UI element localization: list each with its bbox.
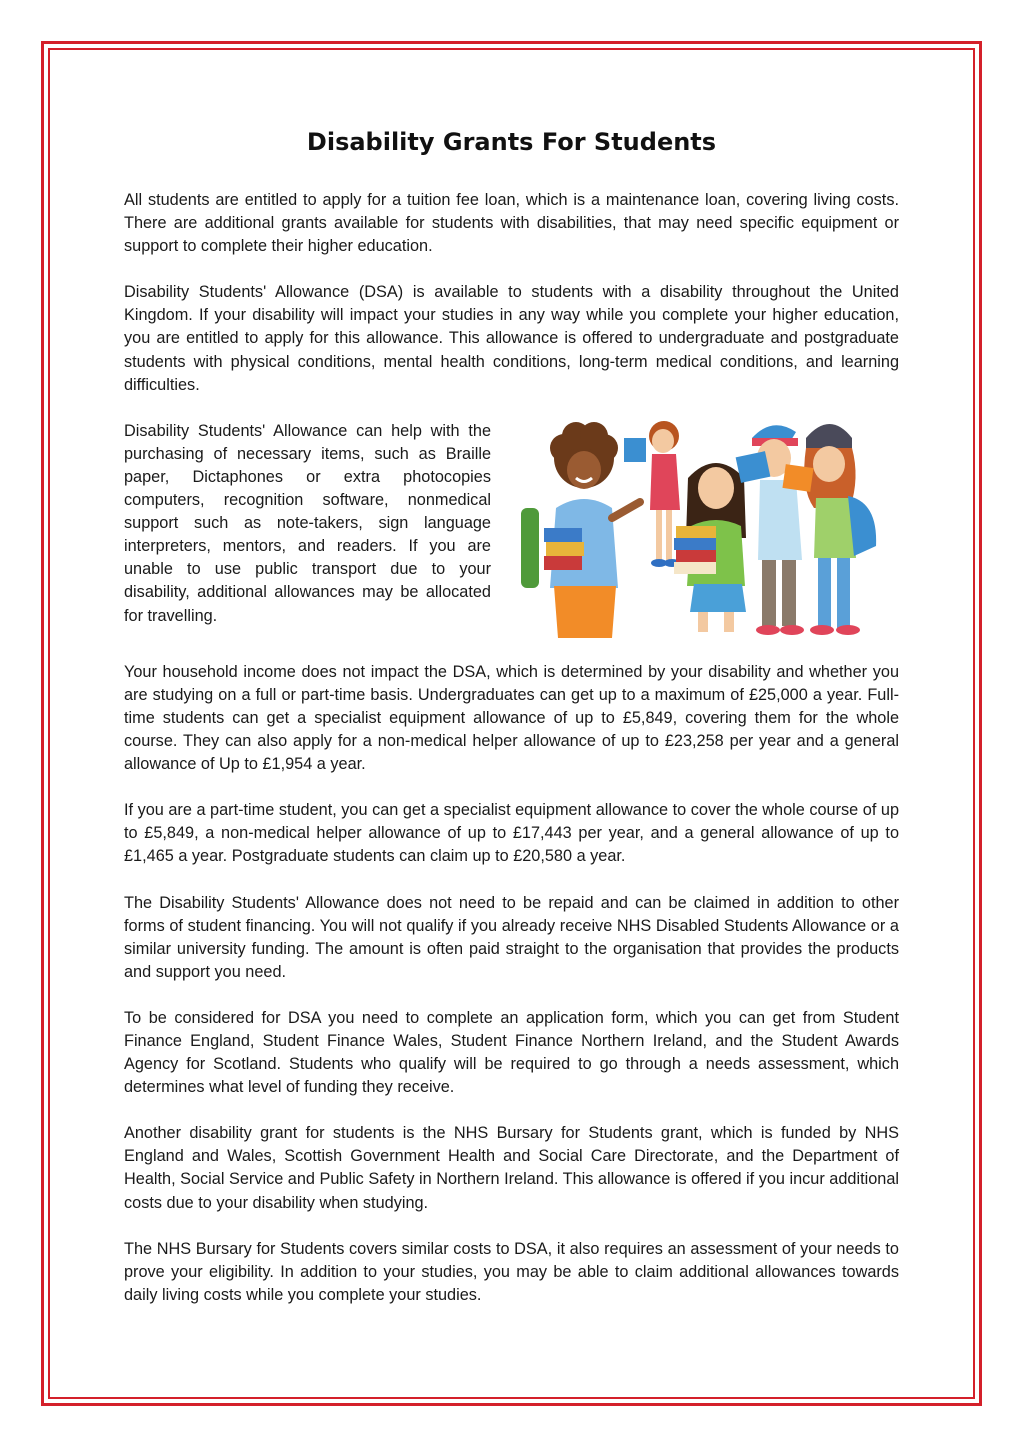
paragraph-intro: All students are entitled to apply for a tuition fee loan, which is a maintenance loan, covering living costs. There are additional grants available for students with disabilities, that may need specific equipment or support to complete their higher education. — [124, 191, 899, 256]
dsa-items-section — [124, 420, 899, 638]
student-girl-red-top — [624, 421, 680, 567]
page-title: Disability Grants For Students — [306, 128, 717, 156]
paragraph-nhs-costs: The NHS Bursary for Students covers similar costs to DSA, it also requires an assessment of your needs to prove your eligibility. In addition to your studies, you may be able to claim additional allowances towards daily living costs while you complete your studies. — [124, 1239, 899, 1304]
paragraph-dsa-items: Disability Students' Allowance can help with the purchasing of necessary items, such as Braille paper, Dictaphones or extra photocopies computers, recognition software, nonmedical support such as note-takers, sign language interpreters, mentors, and readers. If you are unable to use public transport due to your disability, additional allowances may be allocated for travelling. — [124, 421, 491, 625]
document-body — [124, 122, 899, 1330]
paragraph-part-time: If you are a part-time student, you can get a specialist equipment allowance to cover the whole course of up to £5,849, a non-medical helper allowance of up to £17,443 per year, and a general allowance of up to £1,465 a year. Postgraduate students can claim up to £20,580 a year. — [124, 801, 899, 866]
paragraph-application: To be considered for DSA you need to complete an application form, which you can get from Student Finance England, Student Finance Wales, Student Finance Northern Ireland, and the Student Awards Agency for Scotland. Students who qualify will be required to go through a needs assessment, which determines what level of funding they receive. — [124, 1008, 899, 1097]
students-reading-illustration — [516, 408, 891, 638]
paragraph-dsa-overview: Disability Students' Allowance (DSA) is available to students with a disability throughout the United Kingdom. If your disability will impact your studies in any way while you complete your higher education, you are entitled to apply for this allowance. This allowance is offered to undergraduate and postgraduate students with physical conditions, mental health conditions, long-term medical conditions, and learning difficulties. — [124, 283, 899, 394]
paragraph-household-income: Your household income does not impact the DSA, which is determined by your disability and whether you are studying on a full or part-time basis. Undergraduates can get up to a maximum of £25,000 a year. Full-time students can get a specialist equipment allowance of up to £5,849, covering them for the whole course. They can also apply for a non-medical helper allowance of up to £23,258 per year and a general allowance of Up to £1,954 a year. — [124, 662, 899, 774]
paragraph-repayment: The Disability Students' Allowance does not need to be repaid and can be claimed in addition to other forms of student financing. You will not qualify if you already receive NHS Disabled Students Allowance or a similar university funding. The amount is often paid straight to the organisation that provides the products and support you need. — [124, 893, 899, 981]
student-boy-cap — [736, 425, 804, 635]
student-girl-curly-hair — [521, 422, 640, 638]
paragraph-nhs-bursary: Another disability grant for students is the NHS Bursary for Students grant, which is funded by NHS England and Wales, Scottish Government Health and Social Care Directorate, and the Department of Health, Social Service and Public Safety in Northern Ireland. This allowance is offered if you incur additional costs due to your disability when studying. — [124, 1124, 899, 1212]
student-girl-green-top — [674, 463, 746, 632]
